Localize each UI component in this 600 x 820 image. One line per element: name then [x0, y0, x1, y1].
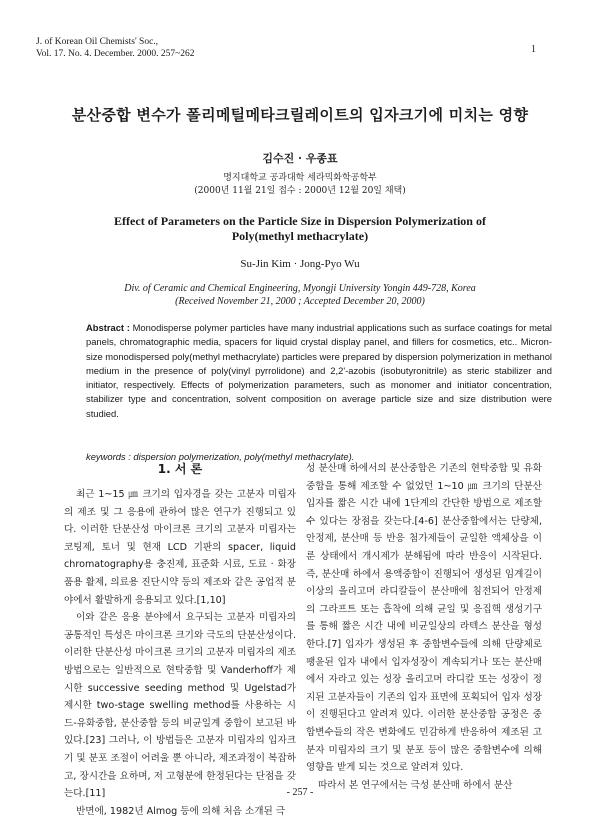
left-paragraph-1: 최근 1~15 ㎛ 크기의 입자경을 갖는 고분자 미립자의 제조 및 그 응용에 관하여 많은 연구가 진행되고 있다. 이러한 단분산성 마이크론 크기의 고분자 미립자는 코팅제, 토너 및 현재 LCD 기판의 spacer, liquid chromatography용 충진제, 표준화 시료, 도료 · 화장품용 활제, 의료용 진단시약 등의 제조와 같은 공업적 분야에서 활발하게 응용되고 있다.[1,10]: [64, 489, 296, 606]
english-affiliation: [0, 282, 600, 308]
left-paragraph-2: 이와 같은 응용 분야에서 요구되는 고분자 미립자의 공통적인 특성은 마이크론 크기와 극도의 단분산성이다. 이러한 단분산성 마이크론 크기의 고분자 미립자의 제조 방법으로는 일반적으로 현탁중합 및 Vanderhoff가 제시한 successive seeding method 및 Ugelstad가 제시한 two-stage swelling method를 사용하는 시드-유화중합, 분산중합 등의 비균일계 중합이 보고된 바 있다.[23] 그러나, 이 방법들은 고분자 미립자의 입자크기 및 분포 조절이 어려울 뿐 아니라, 제조과정이 복잡하고, 장시간을 요하며, 저 고형분에 한정된다는 단점을 갖는다.[11]: [64, 612, 296, 800]
korean-title: 분산중합 변수가 폴리메틸메타크릴레이트의 입자크기에 미치는 영향: [71, 106, 529, 124]
right-paragraph-2: 따라서 본 연구에서는 극성 분산매 하에서 분산: [318, 779, 513, 791]
korean-authors: 김수진 · 우종표: [262, 152, 338, 165]
english-title: [0, 214, 600, 244]
korean-affiliation-line: 명지대학교 공과대학 세라믹화학공학부: [223, 173, 377, 183]
korean-received-line: (2000년 11월 21일 접수 : 2000년 12월 20일 채택): [194, 186, 406, 196]
abstract-label: Abstract :: [86, 322, 130, 333]
journal-line-1: J. of Korean Oil Chemists' Soc.,: [36, 37, 159, 47]
left-column: [64, 456, 296, 820]
english-authors: Su-Jin Kim · Jong-Pyo Wu: [240, 258, 360, 270]
english-affiliation-line: Div. of Ceramic and Chemical Engineering, Myongji University Yongin 449-728, Korea: [124, 283, 476, 294]
section-title-introduction: 1. 서 론: [157, 462, 203, 476]
english-title-line-1: Effect of Parameters on the Particle Size in Dispersion Polymerization of: [114, 214, 486, 228]
page-number-top: 1: [531, 44, 536, 55]
korean-affiliation: [0, 172, 600, 198]
right-paragraph-1: 성 분산매 하에서의 분산중합은 기존의 현탁중합 및 유화중합을 통해 제조할 수 없었던 1~10 ㎛ 크기의 단분산 입자를 짧은 시간 내에 1단계의 간단한 방법으로 제조할 수 있다는 장점을 갖는다.[4-6] 분산중합에서는 단량체, 안정제, 분산매 등 반응 첨가제들이 균일한 액체상을 이룬 상태에서 개시제가 분해됨에 따라 반응이 시작된다. 즉, 분산매 하에서 용액중합이 진행되어 생성된 임계길이 이상의 올리고머 라디칼들이 분산매에 침전되어 안정제의 그라프트 또는 흡착에 의해 균일 및 응집핵 생성기구를 통해 짧은 시간 내에 비균일상의 라텍스 분산을 형성한다.[7] 입자가 생성된 후 중합변수들에 의해 단량체로 팽윤된 입자 내에서 입자성장이 계속되거나 또는 분산매에서 자라고 있는 성장 올리고머 라디칼 또는 성장이 정지된 고분자들이 기존의 입자 표면에 포획되어 입자 성장이 진행된다고 알려져 있다. 이러한 분산중합 공정은 중합변수들의 작은 변화에도 민감하게 반응하여 제조된 고분자 미립자의 크기 및 분포 등이 많은 중합변수에 의해 영향을 받게 되는 것으로 알려져 있다.: [306, 463, 542, 774]
right-column: [306, 460, 542, 794]
abstract: [86, 321, 552, 421]
keywords: keywords : dispersion polymerization, poly(methyl methacrylate).: [86, 451, 355, 462]
journal-citation: [36, 36, 195, 60]
abstract-text: Monodisperse polymer particles have many industrial applications such as surface coatings for metal panels, chromatographic media, spacers for liquid crystal display panel, and fillers for cosmetics, etc.. Micron-size monodispersed poly(methyl methacrylate) particles were prepared by dispersion polymerization in methanol medium in the presence of poly(vinyl pyrrolidone) and 2,2'-azobis (isobutyronitrile) as steric stabilizer and initiator, respectively. Effects of polymerization parameters, such as monomer and initiator concentration, stabilizer type and concentration, solvent composition on average particle size and size distribution were studied.: [86, 322, 552, 419]
left-paragraph-3: 반면에, 1982년 Almog 등에 의해 처음 소개된 극: [76, 805, 286, 817]
english-received-line: (Received November 21, 2000 ; Accepted December 20, 2000): [175, 296, 425, 307]
journal-line-2: Vol. 17. No. 4. December. 2000. 257~262: [36, 49, 195, 59]
page-number-footer: - 257 -: [286, 787, 314, 798]
english-title-line-2: Poly(methyl methacrylate): [231, 229, 369, 243]
